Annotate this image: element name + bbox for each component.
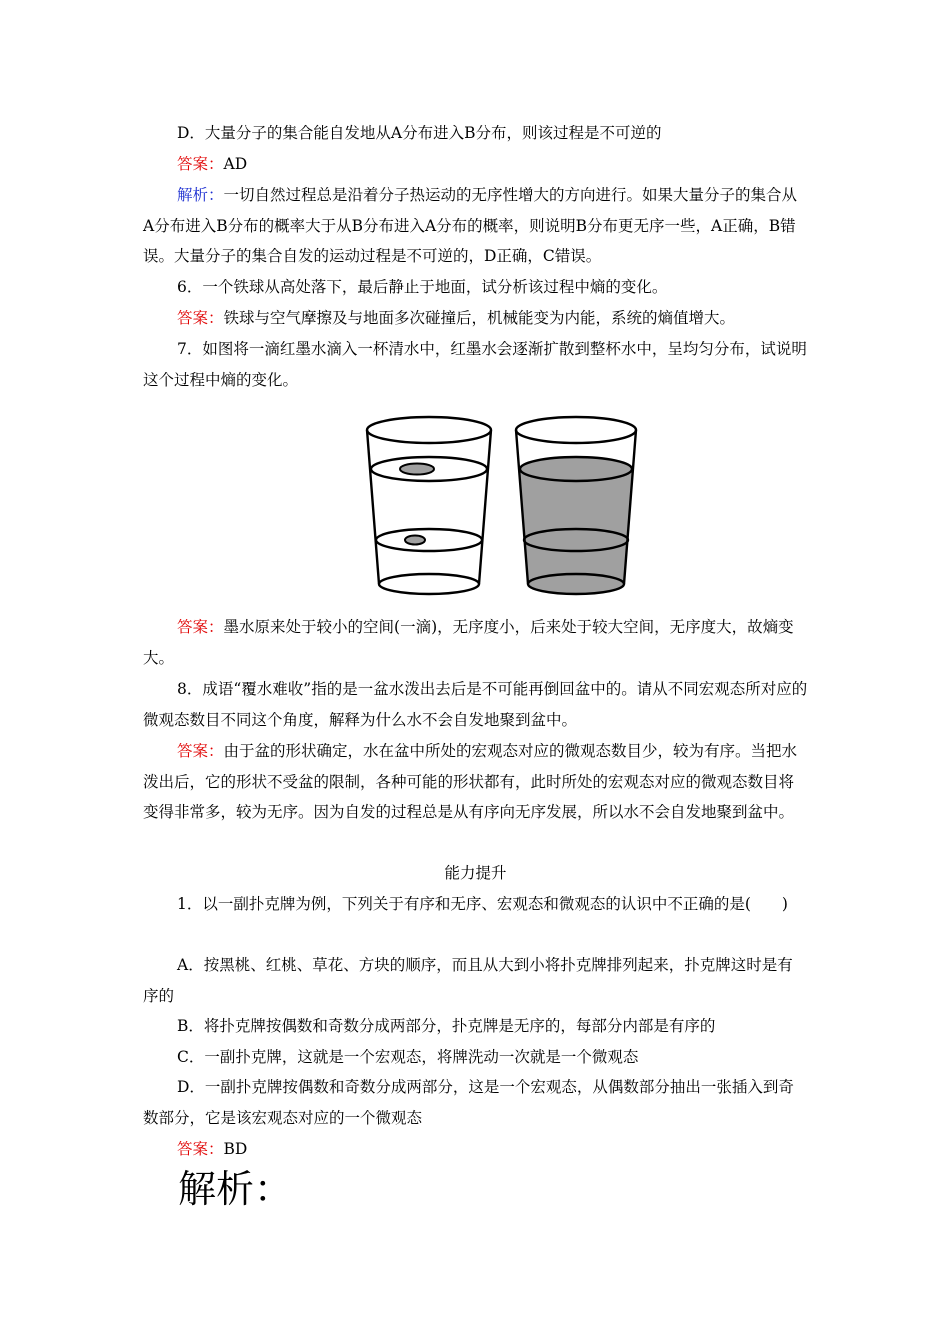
answer-text: 墨水原来处于较小的空间(一滴)，无序度小，后来处于较大空间，无序度大，故熵变大。: [143, 618, 794, 667]
answer-label: 答案：: [177, 309, 224, 327]
p1-option-d: D．一副扑克牌按偶数和奇数分成两部分，这是一个宏观态，从偶数部分抽出一张插入到奇数部分，它是该宏观态对应的一个微观态: [143, 1078, 794, 1127]
analysis-text: 一切自然过程总是沿着分子热运动的无序性增大的方向进行。如果大量分子的集合从A分布进入B分布的概率大于从B分布进入A分布的概率，则说明B分布更无序一些，A正确，B错误。大量分子的集合自发的运动过程是不可逆的，D正确，C错误。: [143, 186, 798, 265]
q8-question: 8．成语“覆水难收”指的是一盆水泼出去后是不可能再倒回盆中的。请从不同宏观态所对应的微观态数目不同这个角度，解释为什么水不会自发地聚到盆中。: [143, 680, 808, 729]
q5-option-d: D．大量分子的集合能自发地从A分布进入B分布，则该过程是不可逆的: [177, 124, 662, 142]
answer-text: 铁球与空气摩擦及与地面多次碰撞后，机械能变为内能，系统的熵值增大。: [223, 309, 736, 327]
p1-option-c: C．一副扑克牌，这就是一个宏观态，将牌洗动一次就是一个微观态: [177, 1048, 639, 1066]
p1-option-b: B．将扑克牌按偶数和奇数分成两部分，扑克牌是无序的，每部分内部是有序的: [177, 1017, 716, 1035]
q5-answer: [143, 149, 808, 180]
p1-analysis-heading: 解析：: [178, 1167, 293, 1211]
ink-drop-top: [400, 464, 434, 475]
p1-question: 1．以一副扑克牌为例，下列关于有序和无序、宏观态和微观态的认识中不正确的是( ): [177, 895, 788, 913]
analysis-label: 解析：: [177, 186, 224, 204]
answer-text: BD: [223, 1140, 248, 1158]
answer-label: 答案：: [177, 155, 224, 173]
q7-answer: [143, 612, 808, 673]
p1-option-a: A．按黑桃、红桃、草花、方块的顺序，而且从大到小将扑克牌排列起来，扑克牌这时是有序的: [143, 956, 793, 1005]
glasses-figure: [360, 412, 650, 604]
q5-analysis: [143, 180, 808, 272]
answer-label: 答案：: [177, 1140, 224, 1158]
p1-answer: [143, 1134, 808, 1165]
section-title: 能力提升: [444, 864, 507, 882]
q6-answer: [143, 303, 808, 334]
answer-label: 答案：: [177, 618, 224, 636]
q7-question: 7．如图将一滴红墨水滴入一杯清水中，红墨水会逐渐扩散到整杯水中，呈均匀分布，试说明这个过程中熵的变化。: [143, 340, 807, 389]
glass-diffused-ink: [516, 417, 636, 594]
answer-label: 答案：: [177, 742, 224, 760]
ink-drop-bottom: [405, 536, 425, 545]
glass-clear-water: [367, 417, 491, 594]
answer-text: 由于盆的形状确定，水在盆中所处的宏观态对应的微观态数目少，较为有序。当把水泼出后，它的形状不受盆的限制，各种可能的形状都有，此时所处的宏观态对应的微观态数目将变得非常多，较为无序。因为自发的过程总是从有序向无序发展，所以水不会自发地聚到盆中。: [143, 742, 798, 821]
q6-question: 6．一个铁球从高处落下，最后静止于地面，试分析该过程中熵的变化。: [177, 278, 668, 296]
answer-text: AD: [223, 155, 248, 173]
q8-answer: [143, 736, 808, 828]
